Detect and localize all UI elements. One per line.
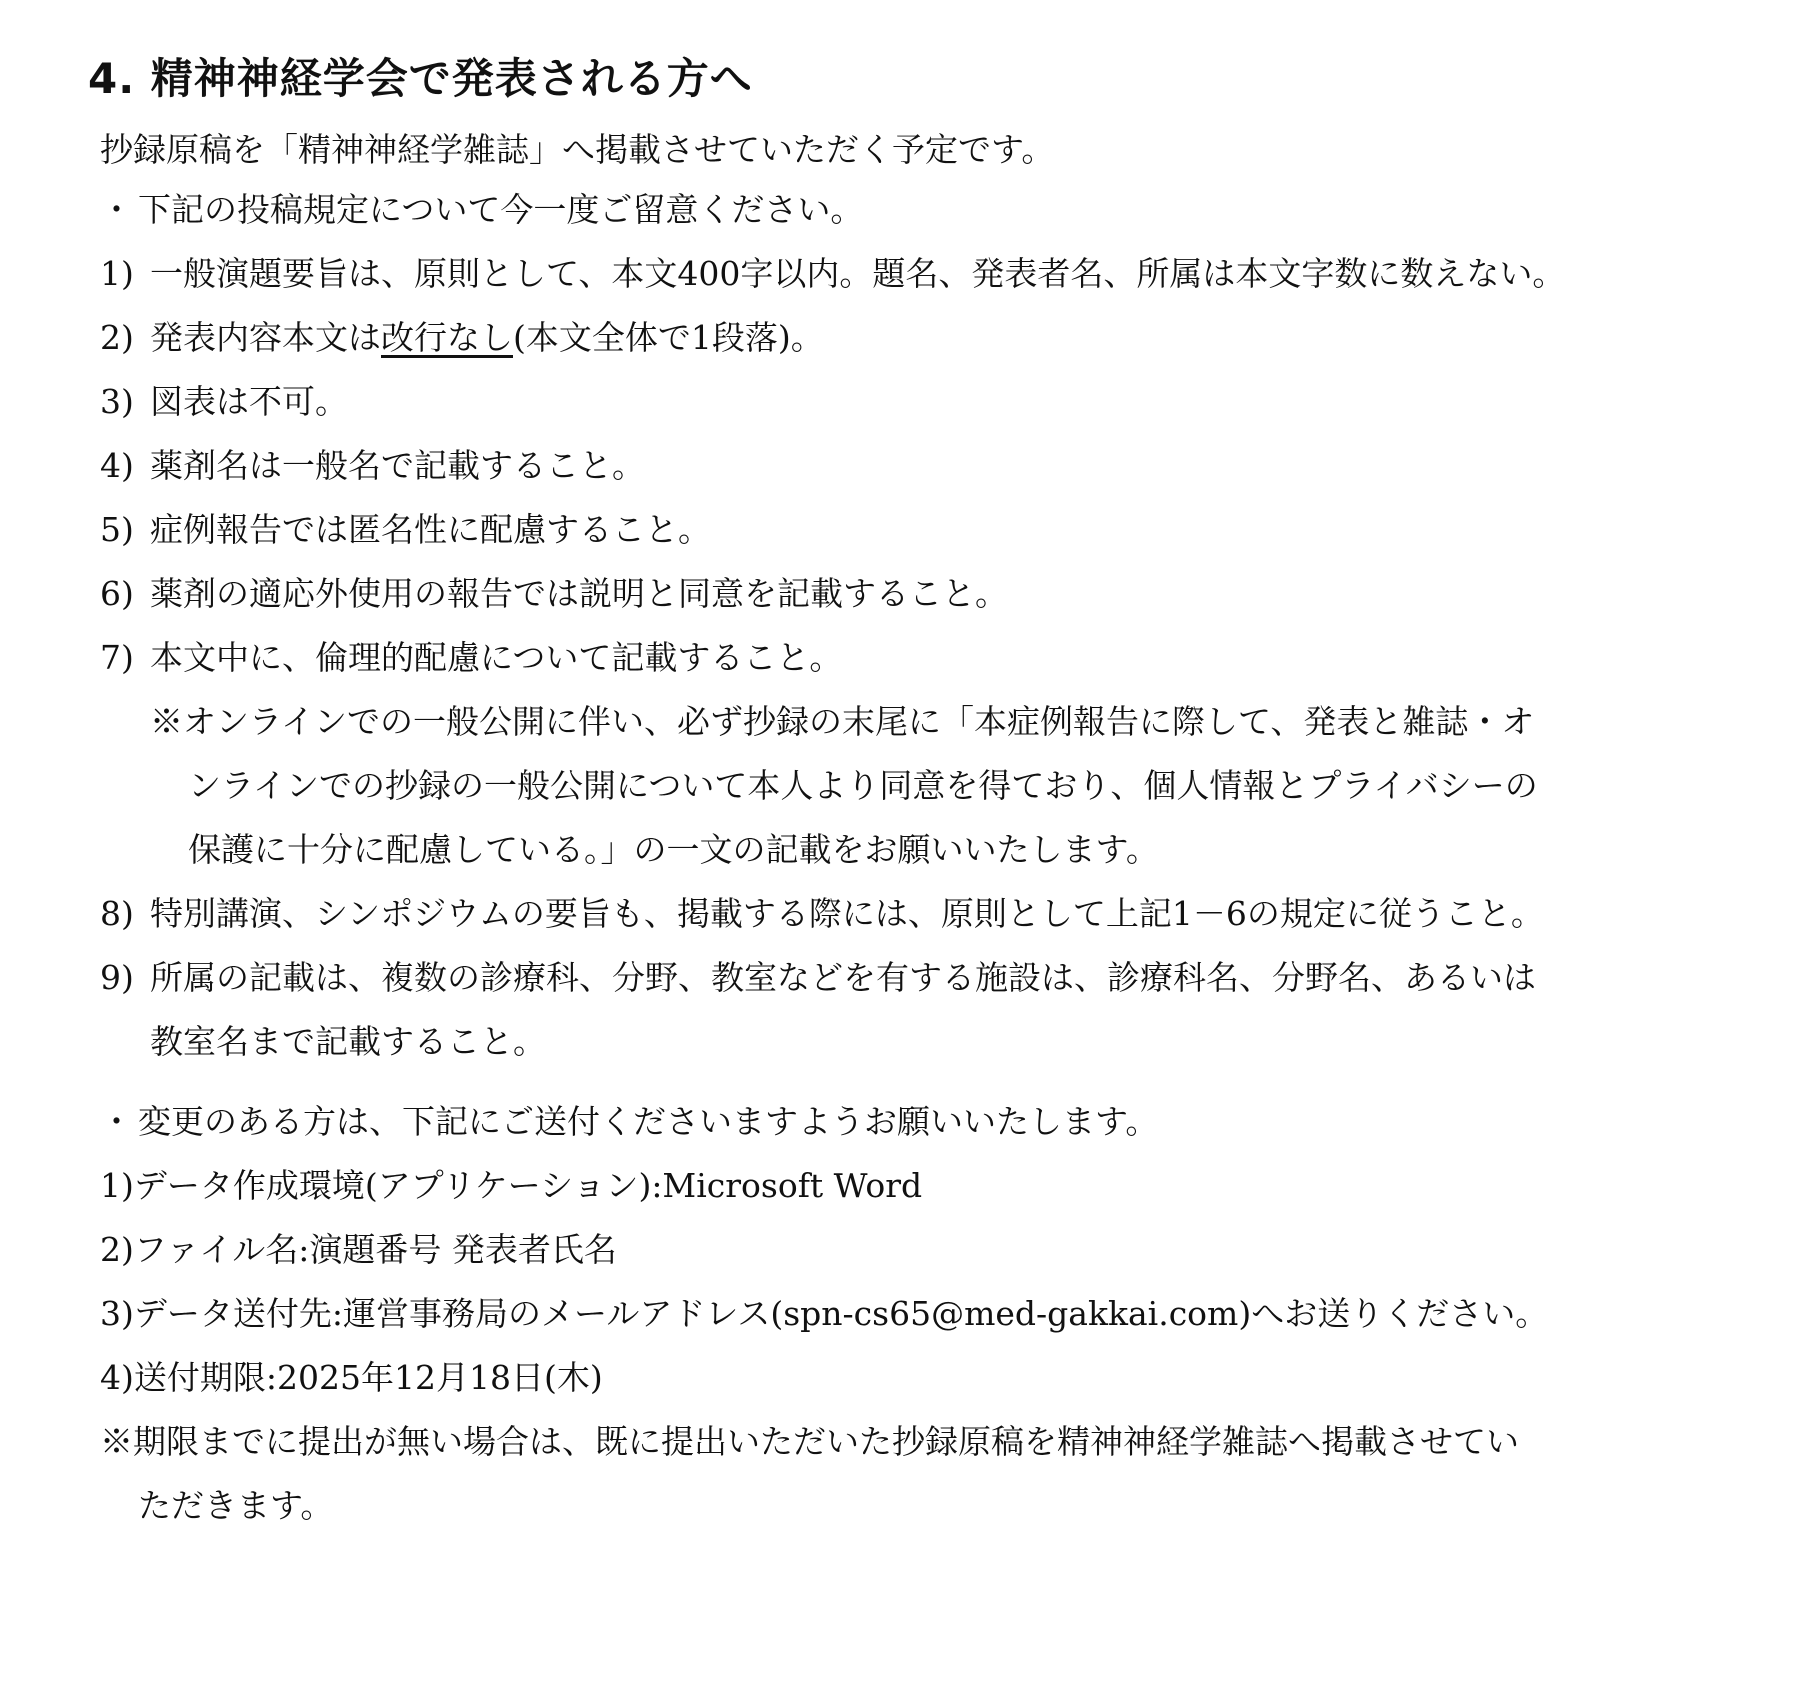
rule-number: 2) — [100, 318, 134, 357]
rule-number: 9) — [100, 958, 134, 997]
bullet-mark: ・ — [100, 1102, 133, 1141]
consent-note-line-2: ンラインでの抄録の一般公開について本人より同意を得ており、個人情報とプライバシーの — [188, 766, 1538, 805]
rule-2-text — [150, 306, 824, 370]
rule-4-text: 薬剤名は一般名で記載すること。 — [150, 446, 645, 485]
rule-6-text: 薬剤の適応外使用の報告では説明と同意を記載すること。 — [150, 574, 1008, 613]
rule-2-text-pre: 発表内容本文は — [150, 318, 381, 357]
rule-8-text: 特別講演、シンポジウムの要旨も、掲載する際には、原則として上記1－6の規定に従うこと。 — [150, 894, 1544, 933]
rule-1-text: 一般演題要旨は、原則として、本文400字以内。題名、発表者名、所属は本文字数に数えない。 — [150, 254, 1566, 293]
rule-5-text: 症例報告では匿名性に配慮すること。 — [150, 510, 711, 549]
change-intro: 変更のある方は、下記にご送付くださいますようお願いいたします。 — [138, 1102, 1159, 1141]
consent-note-line-1: ※オンラインでの一般公開に伴い、必ず抄録の末尾に「本症例報告に際して、発表と雑誌・オ — [150, 702, 1535, 741]
item-data-environment: 1)データ作成環境(アプリケーション):Microsoft Word — [100, 1166, 923, 1205]
rule-number: 5) — [100, 510, 134, 549]
consent-note-line-3: 保護に十分に配慮している。」の一文の記載をお願いいたします。 — [188, 830, 1159, 869]
rule-number: 1) — [100, 254, 134, 293]
rule-9-text-line-2: 教室名まで記載すること。 — [150, 1022, 546, 1061]
rules-intro: 下記の投稿規定について今一度ご留意ください。 — [138, 190, 864, 229]
rule-3-text: 図表は不可。 — [150, 382, 348, 421]
rule-7-text: 本文中に、倫理的配慮について記載すること。 — [150, 638, 843, 677]
rule-number: 6) — [100, 574, 134, 613]
no-line-break-emphasis: 改行なし — [381, 318, 513, 357]
rule-2-text-post: (本文全体で1段落)。 — [513, 318, 824, 357]
item-destination-email: 3)データ送付先:運営事務局のメールアドレス(spn-cs65@med-gakkai.com)へお送りください。 — [100, 1294, 1549, 1333]
rule-number: 4) — [100, 446, 134, 485]
intro-text: 抄録原稿を「精神神経学雑誌」へ掲載させていただく予定です。 — [100, 130, 1055, 169]
bullet-mark: ・ — [100, 190, 133, 229]
rule-number: 3) — [100, 382, 134, 421]
rule-number: 8) — [100, 894, 134, 933]
deadline-note-line-1: ※期限までに提出が無い場合は、既に提出いただいた抄録原稿を精神神経学雑誌へ掲載させてい — [100, 1422, 1519, 1461]
section-heading: 4. 精神神経学会で発表される方へ — [88, 54, 753, 103]
rule-9-text-line-1: 所属の記載は、複数の診療科、分野、教室などを有する施設は、診療科名、分野名、あるいは — [150, 958, 1536, 997]
item-file-name: 2)ファイル名:演題番号 発表者氏名 — [100, 1230, 617, 1269]
item-deadline: 4)送付期限:2025年12月18日(木) — [100, 1358, 603, 1397]
rule-number: 7) — [100, 638, 134, 677]
deadline-note-line-2: ただきます。 — [138, 1486, 334, 1525]
